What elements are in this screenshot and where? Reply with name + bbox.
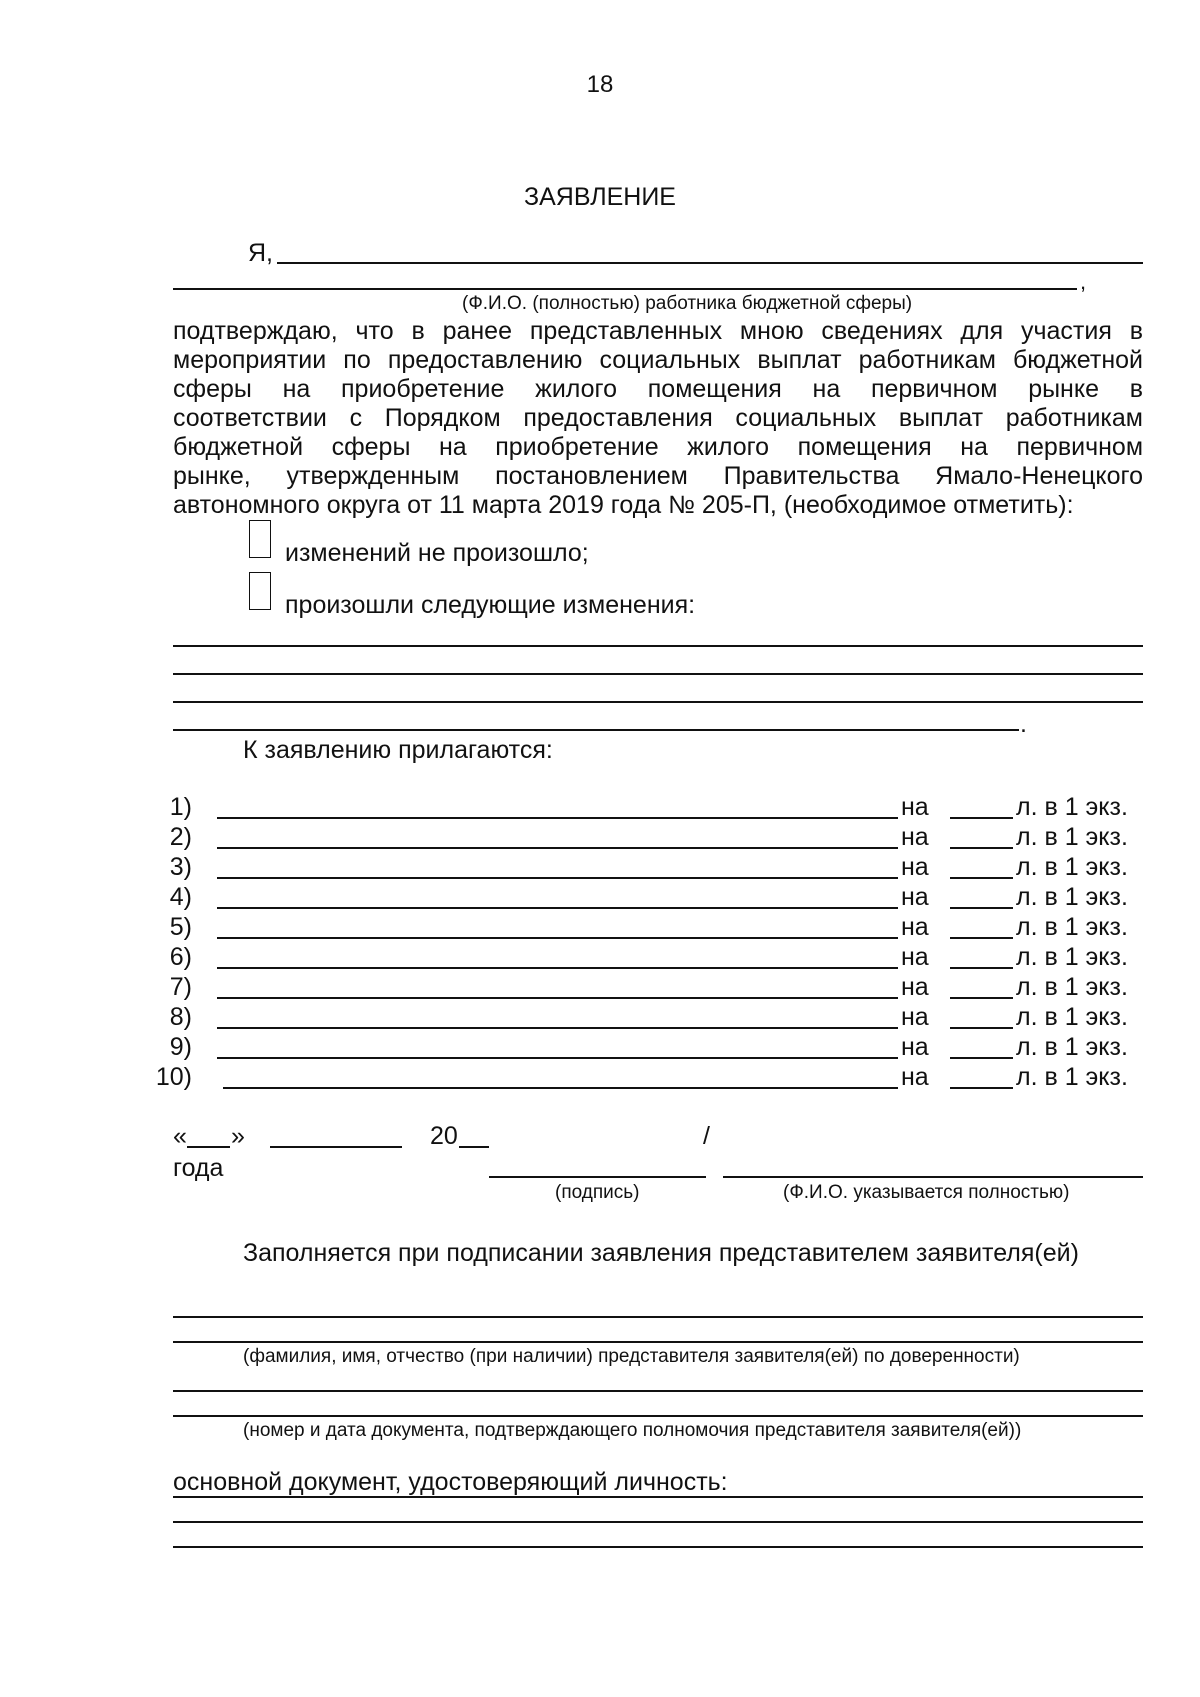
attachment-na-label: на	[901, 1063, 929, 1091]
date-year-word: года	[173, 1154, 224, 1182]
attachment-number: 6)	[169, 943, 192, 971]
rep-doc-field-1[interactable]	[173, 1390, 1143, 1392]
changes-field-4[interactable]	[173, 729, 1019, 731]
attachment-copies-label: л. в 1 экз.	[1016, 1033, 1128, 1061]
attachment-na-label: на	[901, 913, 929, 941]
attachment-copies-label: л. в 1 экз.	[1016, 793, 1128, 821]
attachment-name-field[interactable]	[217, 997, 898, 999]
applicant-name-field-1[interactable]	[277, 262, 1143, 264]
attachment-copies-label: л. в 1 экз.	[1016, 883, 1128, 911]
date-month-field[interactable]	[270, 1146, 402, 1148]
attachment-copies-label: л. в 1 экз.	[1016, 823, 1128, 851]
date-year-field[interactable]	[459, 1146, 489, 1148]
changes-field-2[interactable]	[173, 673, 1143, 675]
attachment-name-field[interactable]	[217, 967, 898, 969]
attachment-na-label: на	[901, 1033, 929, 1061]
id-document-label: основной документ, удостоверяющий личность:	[173, 1468, 728, 1496]
attachment-number: 7)	[169, 973, 192, 1001]
attachment-name-field[interactable]	[217, 937, 898, 939]
rep-doc-caption: (номер и дата документа, подтверждающего полномочия представителя заявителя(ей))	[243, 1420, 1022, 1441]
attachment-copies-label: л. в 1 экз.	[1016, 1003, 1128, 1031]
attachment-number: 2)	[169, 823, 192, 851]
statement-line: сферы на приобретение жилого помещения на первичном рынке в	[173, 375, 1143, 403]
attachment-number: 5)	[169, 913, 192, 941]
attachment-number: 4)	[169, 883, 192, 911]
applicant-comma: ,	[1080, 269, 1087, 294]
attachment-name-field[interactable]	[217, 1027, 898, 1029]
attachment-copies-label: л. в 1 экз.	[1016, 853, 1128, 881]
signer-name-field[interactable]	[723, 1176, 1143, 1178]
statement-line: бюджетной сферы на приобретение жилого помещения на первичном	[173, 433, 1143, 461]
signature-slash: /	[703, 1122, 710, 1150]
date-day-field[interactable]	[187, 1146, 230, 1148]
signature-field[interactable]	[489, 1176, 706, 1178]
attachment-na-label: на	[901, 823, 929, 851]
changes-checkbox[interactable]	[249, 572, 271, 610]
signer-name-caption: (Ф.И.О. указывается полностью)	[783, 1182, 1070, 1203]
attachment-name-field[interactable]	[217, 1057, 898, 1059]
attachment-na-label: на	[901, 973, 929, 1001]
id-document-field-3[interactable]	[173, 1546, 1143, 1548]
attachment-number: 10)	[155, 1063, 192, 1091]
date-open-quote: «	[173, 1122, 187, 1150]
attachment-number: 9)	[169, 1033, 192, 1061]
attachment-copies-label: л. в 1 экз.	[1016, 943, 1128, 971]
attachment-na-label: на	[901, 883, 929, 911]
attachment-sheets-field[interactable]	[950, 937, 1013, 939]
attachment-number: 1)	[169, 793, 192, 821]
attachment-na-label: на	[901, 853, 929, 881]
statement-text	[173, 317, 1143, 520]
attachment-na-label: на	[901, 1003, 929, 1031]
attachment-name-field[interactable]	[217, 877, 898, 879]
attachment-sheets-field[interactable]	[950, 1057, 1013, 1059]
rep-doc-field-2[interactable]	[173, 1415, 1143, 1417]
changes-field-1[interactable]	[173, 645, 1143, 647]
attachment-na-label: на	[901, 793, 929, 821]
representative-title: Заполняется при подписании заявления представителем заявителя(ей)	[243, 1239, 1079, 1267]
attachment-sheets-field[interactable]	[950, 1087, 1013, 1089]
changes-end-period: .	[1020, 710, 1027, 738]
attachment-na-label: на	[901, 943, 929, 971]
document-title: ЗАЯВЛЕНИЕ	[523, 183, 676, 211]
attachment-sheets-field[interactable]	[950, 1027, 1013, 1029]
no-changes-label: изменений не произошло;	[285, 539, 589, 567]
statement-line: автономного округа от 11 марта 2019 года № 205-П, (необходимое отметить):	[173, 491, 1074, 519]
statement-line: подтверждаю, что в ранее представленных мною сведениях для участия в	[173, 317, 1143, 345]
attachment-copies-label: л. в 1 экз.	[1016, 1063, 1128, 1091]
applicant-name-field-2[interactable]	[173, 288, 1077, 290]
attachment-sheets-field[interactable]	[950, 907, 1013, 909]
rep-name-field-2[interactable]	[173, 1341, 1143, 1343]
changes-label: произошли следующие изменения:	[285, 591, 696, 619]
date-year-prefix: 20	[430, 1122, 458, 1150]
page-number: 18	[586, 71, 614, 98]
id-document-field-2[interactable]	[173, 1521, 1143, 1523]
rep-name-caption: (фамилия, имя, отчество (при наличии) представителя заявителя(ей) по доверенности)	[243, 1346, 1020, 1367]
applicant-prefix: Я,	[248, 239, 273, 267]
id-document-field-1[interactable]	[173, 1496, 1143, 1498]
attachment-sheets-field[interactable]	[950, 847, 1013, 849]
attachment-name-field[interactable]	[217, 847, 898, 849]
attachment-sheets-field[interactable]	[950, 997, 1013, 999]
attachment-number: 3)	[169, 853, 192, 881]
changes-field-3[interactable]	[173, 701, 1143, 703]
attachment-sheets-field[interactable]	[950, 877, 1013, 879]
attachment-name-field[interactable]	[223, 1087, 898, 1089]
attachment-name-field[interactable]	[217, 817, 898, 819]
no-changes-checkbox[interactable]	[249, 520, 271, 558]
date-close-quote: »	[231, 1122, 245, 1150]
statement-line: рынке, утвержденным постановлением Правительства Ямало-Ненецкого	[173, 462, 1143, 490]
attachment-sheets-field[interactable]	[950, 967, 1013, 969]
statement-line: соответствии с Порядком предоставления социальных выплат работникам	[173, 404, 1143, 432]
applicant-name-caption: (Ф.И.О. (полностью) работника бюджетной сферы)	[462, 293, 913, 314]
rep-name-field-1[interactable]	[173, 1316, 1143, 1318]
attachment-copies-label: л. в 1 экз.	[1016, 913, 1128, 941]
attachment-copies-label: л. в 1 экз.	[1016, 973, 1128, 1001]
attachment-number: 8)	[169, 1003, 192, 1031]
attachment-sheets-field[interactable]	[950, 817, 1013, 819]
attachments-title: К заявлению прилагаются:	[243, 736, 553, 764]
signature-caption: (подпись)	[555, 1182, 640, 1203]
attachment-name-field[interactable]	[217, 907, 898, 909]
statement-line: мероприятии по предоставлению социальных выплат работникам бюджетной	[173, 346, 1143, 374]
